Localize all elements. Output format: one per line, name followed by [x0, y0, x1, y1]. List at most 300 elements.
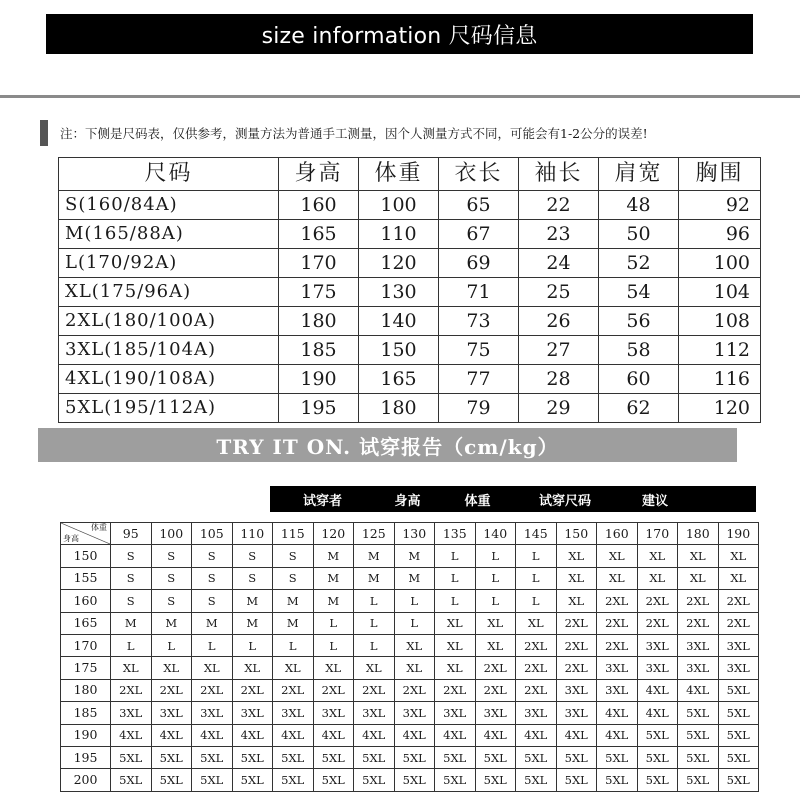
size-table-body: [59, 191, 761, 423]
recommended-size-cell: 3XL: [192, 702, 233, 724]
recommended-size-cell: 3XL: [111, 702, 152, 724]
recommended-size-cell: S: [111, 590, 152, 612]
recommended-size-cell: 3XL: [556, 679, 597, 701]
recommended-size-cell: S: [273, 545, 314, 567]
recommended-size-cell: XL: [556, 545, 597, 567]
recommended-size-cell: 2XL: [597, 612, 638, 634]
recommended-size-cell: 5XL: [313, 769, 354, 791]
recommended-size-cell: L: [475, 590, 516, 612]
recommended-size-cell: 4XL: [151, 724, 192, 746]
recommended-size-cell: 5XL: [232, 769, 273, 791]
weight-header-cell: 135: [435, 523, 476, 545]
size-value-cell: 22: [519, 191, 599, 220]
size-value-cell: 71: [439, 278, 519, 307]
recommended-size-cell: 5XL: [192, 769, 233, 791]
size-value-cell: 60: [599, 365, 679, 394]
height-row-cell: 190: [61, 724, 111, 746]
recommended-size-cell: 2XL: [435, 679, 476, 701]
recommended-size-cell: XL: [111, 657, 152, 679]
recommended-size-cell: M: [273, 590, 314, 612]
size-value-cell: 170: [279, 249, 359, 278]
size-value-cell: 50: [599, 220, 679, 249]
size-value-cell: 26: [519, 307, 599, 336]
recommended-size-cell: M: [313, 545, 354, 567]
weight-header-cell: 145: [516, 523, 557, 545]
recommended-size-cell: S: [111, 545, 152, 567]
recommended-size-cell: S: [192, 545, 233, 567]
height-row-cell: 155: [61, 567, 111, 589]
recommended-size-cell: 5XL: [678, 769, 719, 791]
recommended-size-cell: 5XL: [556, 769, 597, 791]
recommended-size-cell: XL: [678, 567, 719, 589]
recommended-size-cell: 2XL: [597, 590, 638, 612]
recommended-size-cell: 3XL: [556, 702, 597, 724]
recommended-size-cell: M: [394, 545, 435, 567]
recommended-size-cell: XL: [475, 612, 516, 634]
recommended-size-cell: 3XL: [313, 702, 354, 724]
height-row-cell: 160: [61, 590, 111, 612]
size-label-cell: M(165/88A): [59, 220, 279, 249]
recommended-size-cell: XL: [435, 657, 476, 679]
size-value-cell: 54: [599, 278, 679, 307]
tryon-header-row: [61, 523, 759, 545]
recommended-size-cell: 5XL: [354, 746, 395, 768]
size-value-cell: 116: [679, 365, 761, 394]
recommended-size-cell: 2XL: [556, 657, 597, 679]
size-value-cell: 65: [439, 191, 519, 220]
recommended-size-cell: 2XL: [516, 634, 557, 656]
recommended-size-cell: 2XL: [516, 657, 557, 679]
tryon-row: [61, 634, 759, 656]
recommended-size-cell: XL: [556, 590, 597, 612]
size-value-cell: 75: [439, 336, 519, 365]
recommended-size-cell: 3XL: [151, 702, 192, 724]
recommended-size-cell: L: [475, 545, 516, 567]
page-title: size information 尺码信息: [46, 14, 753, 54]
size-value-cell: 150: [359, 336, 439, 365]
size-header-cell: 身高: [279, 158, 359, 191]
size-label-cell: 4XL(190/108A): [59, 365, 279, 394]
size-table-row: [59, 307, 761, 336]
recommended-size-cell: 3XL: [637, 634, 678, 656]
recommended-size-cell: L: [435, 590, 476, 612]
tryon-row: [61, 724, 759, 746]
height-row-cell: 195: [61, 746, 111, 768]
recommended-size-cell: 5XL: [151, 769, 192, 791]
size-value-cell: 165: [279, 220, 359, 249]
recommended-size-cell: 5XL: [192, 746, 233, 768]
size-value-cell: 175: [279, 278, 359, 307]
recommended-size-cell: 5XL: [394, 769, 435, 791]
recommended-size-cell: 5XL: [475, 769, 516, 791]
size-value-cell: 100: [679, 249, 761, 278]
recommended-size-cell: 3XL: [718, 634, 759, 656]
size-table-row: [59, 394, 761, 423]
recommended-size-cell: 4XL: [273, 724, 314, 746]
height-row-cell: 175: [61, 657, 111, 679]
size-value-cell: 140: [359, 307, 439, 336]
size-table-header-row: [59, 158, 761, 191]
recommended-size-cell: M: [354, 545, 395, 567]
size-value-cell: 52: [599, 249, 679, 278]
recommended-size-cell: 5XL: [435, 769, 476, 791]
divider: [0, 95, 800, 98]
note-text: 注：下侧是尺码表，仅供参考，测量方法为普通手工测量，因个人测量方式不同，可能会有1-2公分的误差!: [60, 126, 648, 141]
recommended-size-cell: M: [313, 567, 354, 589]
recommended-size-cell: L: [516, 590, 557, 612]
recommended-size-cell: 5XL: [435, 746, 476, 768]
recommended-size-cell: XL: [678, 545, 719, 567]
recommended-size-cell: S: [192, 590, 233, 612]
recommended-size-cell: XL: [394, 657, 435, 679]
size-value-cell: 110: [359, 220, 439, 249]
recommended-size-cell: 2XL: [718, 590, 759, 612]
recommended-size-cell: 5XL: [718, 679, 759, 701]
recommended-size-cell: XL: [637, 567, 678, 589]
recommended-size-cell: XL: [151, 657, 192, 679]
recommended-size-cell: 5XL: [718, 769, 759, 791]
size-table-row: [59, 249, 761, 278]
corner-weight-label: 体重: [91, 523, 107, 532]
recommended-size-cell: L: [111, 634, 152, 656]
recommended-size-cell: 2XL: [192, 679, 233, 701]
recommended-size-cell: M: [111, 612, 152, 634]
recommended-size-cell: 5XL: [678, 724, 719, 746]
size-value-cell: 27: [519, 336, 599, 365]
recommended-size-cell: 3XL: [678, 657, 719, 679]
recommended-size-cell: L: [354, 590, 395, 612]
recommended-size-cell: 5XL: [232, 746, 273, 768]
recommended-size-cell: XL: [394, 634, 435, 656]
size-label-cell: XL(175/96A): [59, 278, 279, 307]
recommended-size-cell: 2XL: [354, 679, 395, 701]
recommended-size-cell: 2XL: [516, 679, 557, 701]
note-accent-bar: [40, 120, 48, 146]
recommended-size-cell: L: [435, 567, 476, 589]
height-row-cell: 185: [61, 702, 111, 724]
recommended-size-cell: 2XL: [556, 612, 597, 634]
size-value-cell: 69: [439, 249, 519, 278]
weight-header-cell: 125: [354, 523, 395, 545]
recommended-size-cell: 5XL: [273, 746, 314, 768]
tryon-row: [61, 702, 759, 724]
tryon-table: [60, 522, 759, 792]
weight-header-cell: 100: [151, 523, 192, 545]
recommended-size-cell: L: [435, 545, 476, 567]
recommended-size-cell: 2XL: [556, 634, 597, 656]
size-value-cell: 100: [359, 191, 439, 220]
recommended-size-cell: 5XL: [597, 746, 638, 768]
tryon-header-label: 试穿者: [302, 493, 342, 509]
recommended-size-cell: 2XL: [597, 634, 638, 656]
size-value-cell: 67: [439, 220, 519, 249]
size-table-row: [59, 336, 761, 365]
recommended-size-cell: 5XL: [637, 746, 678, 768]
recommended-size-cell: XL: [556, 567, 597, 589]
weight-header-cell: 180: [678, 523, 719, 545]
recommended-size-cell: 5XL: [718, 724, 759, 746]
height-row-cell: 180: [61, 679, 111, 701]
recommended-size-cell: 5XL: [516, 746, 557, 768]
recommended-size-cell: 2XL: [313, 679, 354, 701]
recommended-size-cell: 5XL: [394, 746, 435, 768]
weight-header-cell: 150: [556, 523, 597, 545]
recommended-size-cell: 4XL: [111, 724, 152, 746]
size-value-cell: 79: [439, 394, 519, 423]
recommended-size-cell: XL: [192, 657, 233, 679]
recommended-size-cell: L: [516, 567, 557, 589]
size-label-cell: S(160/84A): [59, 191, 279, 220]
recommended-size-cell: 2XL: [678, 612, 719, 634]
recommended-size-cell: 5XL: [556, 746, 597, 768]
recommended-size-cell: S: [273, 567, 314, 589]
recommended-size-cell: L: [232, 634, 273, 656]
size-value-cell: 190: [279, 365, 359, 394]
recommended-size-cell: 3XL: [597, 657, 638, 679]
recommended-size-cell: L: [313, 634, 354, 656]
recommended-size-cell: 5XL: [111, 769, 152, 791]
recommended-size-cell: 5XL: [637, 724, 678, 746]
recommended-size-cell: M: [394, 567, 435, 589]
recommended-size-cell: XL: [475, 634, 516, 656]
tryon-row: [61, 590, 759, 612]
recommended-size-cell: L: [475, 567, 516, 589]
recommended-size-cell: M: [273, 612, 314, 634]
size-table-row: [59, 220, 761, 249]
tryon-row: [61, 769, 759, 791]
size-label-cell: 3XL(185/104A): [59, 336, 279, 365]
weight-header-cell: 140: [475, 523, 516, 545]
tryon-header-label: 身高: [394, 493, 421, 509]
recommended-size-cell: L: [273, 634, 314, 656]
recommended-size-cell: 5XL: [111, 746, 152, 768]
recommended-size-cell: XL: [637, 545, 678, 567]
size-label-cell: 5XL(195/112A): [59, 394, 279, 423]
size-value-cell: 92: [679, 191, 761, 220]
recommended-size-cell: 2XL: [678, 590, 719, 612]
height-row-cell: 150: [61, 545, 111, 567]
size-header-cell: 肩宽: [599, 158, 679, 191]
recommended-size-cell: M: [232, 590, 273, 612]
recommended-size-cell: XL: [313, 657, 354, 679]
weight-header-cell: 105: [192, 523, 233, 545]
recommended-size-cell: M: [313, 590, 354, 612]
recommended-size-cell: 5XL: [475, 746, 516, 768]
recommended-size-cell: L: [354, 612, 395, 634]
recommended-size-cell: 3XL: [678, 634, 719, 656]
recommended-size-cell: XL: [435, 612, 476, 634]
tryon-row: [61, 567, 759, 589]
recommended-size-cell: 3XL: [354, 702, 395, 724]
tryon-header-label: 体重: [464, 493, 491, 509]
recommended-size-cell: 2XL: [475, 657, 516, 679]
tryon-row: [61, 545, 759, 567]
size-value-cell: 120: [359, 249, 439, 278]
recommended-size-cell: 5XL: [678, 746, 719, 768]
recommended-size-cell: M: [151, 612, 192, 634]
recommended-size-cell: 3XL: [718, 657, 759, 679]
recommended-size-cell: 5XL: [637, 769, 678, 791]
recommended-size-cell: L: [313, 612, 354, 634]
recommended-size-cell: 2XL: [637, 590, 678, 612]
size-value-cell: 160: [279, 191, 359, 220]
tryon-header-label: 建议: [641, 493, 668, 509]
recommended-size-cell: 3XL: [273, 702, 314, 724]
recommended-size-cell: 5XL: [597, 769, 638, 791]
weight-header-cell: 115: [273, 523, 314, 545]
recommended-size-cell: 4XL: [394, 724, 435, 746]
tryon-header-label: 试穿尺码: [538, 493, 591, 509]
recommended-size-cell: 3XL: [516, 702, 557, 724]
weight-header-cell: 170: [637, 523, 678, 545]
weight-header-cell: 95: [111, 523, 152, 545]
recommended-size-cell: XL: [354, 657, 395, 679]
size-value-cell: 108: [679, 307, 761, 336]
size-header-cell: 胸围: [679, 158, 761, 191]
size-table-row: [59, 191, 761, 220]
recommended-size-cell: 5XL: [718, 746, 759, 768]
size-label-cell: 2XL(180/100A): [59, 307, 279, 336]
recommended-size-cell: L: [394, 590, 435, 612]
recommended-size-cell: 4XL: [556, 724, 597, 746]
recommended-size-cell: 4XL: [597, 724, 638, 746]
recommended-size-cell: 5XL: [273, 769, 314, 791]
tryon-row: [61, 612, 759, 634]
weight-header-cell: 120: [313, 523, 354, 545]
corner-diagonal: [61, 523, 110, 544]
recommended-size-cell: 4XL: [637, 702, 678, 724]
recommended-size-cell: L: [354, 634, 395, 656]
size-value-cell: 48: [599, 191, 679, 220]
recommended-size-cell: 4XL: [597, 702, 638, 724]
weight-header-cell: 160: [597, 523, 638, 545]
weight-header-cell: 190: [718, 523, 759, 545]
recommended-size-cell: 2XL: [394, 679, 435, 701]
height-row-cell: 165: [61, 612, 111, 634]
recommended-size-cell: 4XL: [313, 724, 354, 746]
size-value-cell: 23: [519, 220, 599, 249]
size-value-cell: 58: [599, 336, 679, 365]
recommended-size-cell: XL: [597, 567, 638, 589]
recommended-size-cell: 2XL: [637, 612, 678, 634]
recommended-size-cell: M: [232, 612, 273, 634]
recommended-size-cell: 2XL: [273, 679, 314, 701]
recommended-size-cell: 2XL: [232, 679, 273, 701]
tryon-header-bar: [270, 486, 756, 512]
height-row-cell: 200: [61, 769, 111, 791]
size-value-cell: 28: [519, 365, 599, 394]
recommended-size-cell: XL: [718, 545, 759, 567]
recommended-size-cell: S: [151, 545, 192, 567]
size-value-cell: 104: [679, 278, 761, 307]
recommended-size-cell: 5XL: [678, 702, 719, 724]
tryon-row: [61, 679, 759, 701]
recommended-size-cell: XL: [516, 612, 557, 634]
recommended-size-cell: 2XL: [151, 679, 192, 701]
recommended-size-cell: M: [192, 612, 233, 634]
size-value-cell: 29: [519, 394, 599, 423]
tryon-row: [61, 746, 759, 768]
recommended-size-cell: L: [516, 545, 557, 567]
tryon-corner-cell: [61, 523, 111, 545]
recommended-size-cell: 5XL: [516, 769, 557, 791]
size-value-cell: 77: [439, 365, 519, 394]
recommended-size-cell: M: [354, 567, 395, 589]
size-value-cell: 25: [519, 278, 599, 307]
size-value-cell: 180: [279, 307, 359, 336]
size-value-cell: 180: [359, 394, 439, 423]
size-value-cell: 120: [679, 394, 761, 423]
recommended-size-cell: 5XL: [718, 702, 759, 724]
size-header-cell: 衣长: [439, 158, 519, 191]
weight-header-cell: 110: [232, 523, 273, 545]
recommended-size-cell: 5XL: [354, 769, 395, 791]
size-table-row: [59, 365, 761, 394]
recommended-size-cell: 3XL: [475, 702, 516, 724]
size-table-row: [59, 278, 761, 307]
size-value-cell: 130: [359, 278, 439, 307]
recommended-size-cell: 4XL: [232, 724, 273, 746]
recommended-size-cell: S: [232, 545, 273, 567]
recommended-size-cell: XL: [273, 657, 314, 679]
tryon-row: [61, 657, 759, 679]
recommended-size-cell: L: [192, 634, 233, 656]
corner-height-label: 身高: [63, 534, 79, 544]
size-value-cell: 185: [279, 336, 359, 365]
recommended-size-cell: XL: [232, 657, 273, 679]
recommended-size-cell: 2XL: [718, 612, 759, 634]
tryon-title: TRY IT ON. 试穿报告（cm/kg）: [38, 428, 737, 462]
recommended-size-cell: 2XL: [111, 679, 152, 701]
size-value-cell: 73: [439, 307, 519, 336]
recommended-size-cell: L: [394, 612, 435, 634]
recommended-size-cell: XL: [597, 545, 638, 567]
size-header-cell: 体重: [359, 158, 439, 191]
recommended-size-cell: 4XL: [354, 724, 395, 746]
recommended-size-cell: 5XL: [313, 746, 354, 768]
recommended-size-cell: 4XL: [192, 724, 233, 746]
size-value-cell: 195: [279, 394, 359, 423]
recommended-size-cell: S: [151, 567, 192, 589]
recommended-size-cell: 4XL: [435, 724, 476, 746]
recommended-size-cell: 4XL: [516, 724, 557, 746]
recommended-size-cell: 5XL: [151, 746, 192, 768]
size-value-cell: 112: [679, 336, 761, 365]
recommended-size-cell: S: [232, 567, 273, 589]
recommended-size-cell: S: [151, 590, 192, 612]
recommended-size-cell: XL: [435, 634, 476, 656]
size-note: [40, 118, 770, 148]
recommended-size-cell: 2XL: [475, 679, 516, 701]
recommended-size-cell: 4XL: [678, 679, 719, 701]
height-row-cell: 170: [61, 634, 111, 656]
size-header-cell: 尺码: [59, 158, 279, 191]
recommended-size-cell: L: [151, 634, 192, 656]
recommended-size-cell: XL: [718, 567, 759, 589]
size-table: [58, 157, 761, 423]
recommended-size-cell: 4XL: [475, 724, 516, 746]
tryon-table-body: [61, 545, 759, 791]
size-header-cell: 袖长: [519, 158, 599, 191]
size-label-cell: L(170/92A): [59, 249, 279, 278]
size-value-cell: 165: [359, 365, 439, 394]
recommended-size-cell: 3XL: [232, 702, 273, 724]
recommended-size-cell: 3XL: [435, 702, 476, 724]
size-value-cell: 56: [599, 307, 679, 336]
recommended-size-cell: 3XL: [597, 679, 638, 701]
recommended-size-cell: 4XL: [637, 679, 678, 701]
size-value-cell: 62: [599, 394, 679, 423]
